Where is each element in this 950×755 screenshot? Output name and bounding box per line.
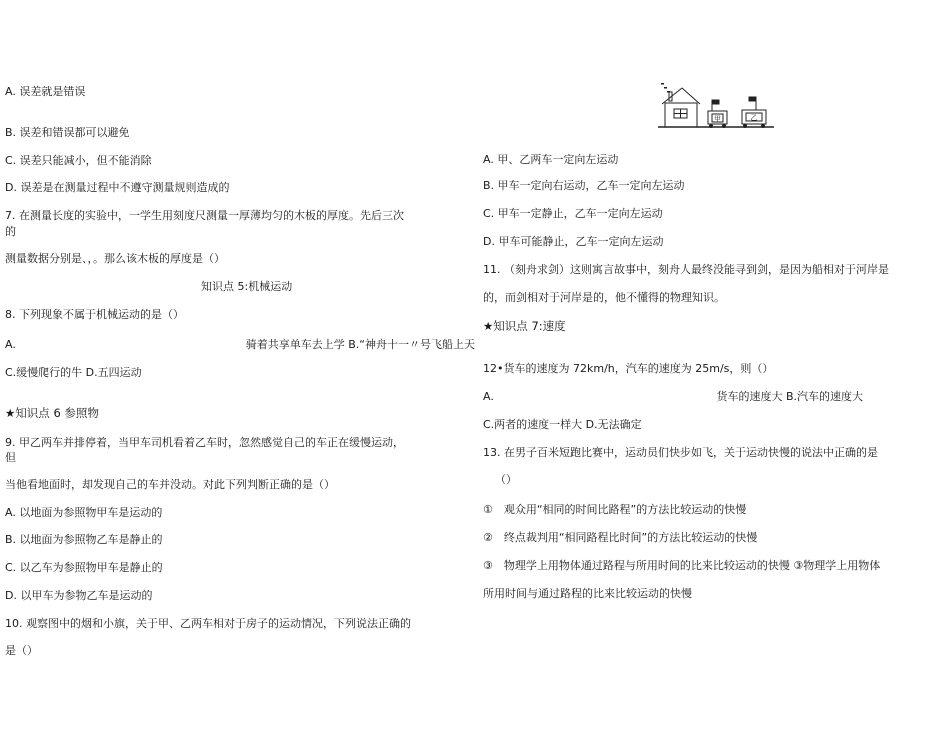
q10-option-a: A. 甲、乙两车一定向左运动 <box>483 153 619 166</box>
q13-statement-3: ③ 物理学上用物体通过路程与所用时间的比来比较运动的快慢 ③物理学上用物体 <box>483 559 881 572</box>
knowledge-point-6: ★知识点 6 参照物 <box>5 406 99 420</box>
q8-option-a-b-text: 骑着共享单车去上学 B.“神舟十一〃号飞船上天 <box>245 338 475 351</box>
smoke-icon <box>661 83 670 93</box>
knowledge-point-7: ★知识点 7:速度 <box>483 319 566 333</box>
q10-line-2: 是（） <box>5 644 38 657</box>
q10-option-c: C. 甲车一定静止，乙车一定向左运动 <box>483 207 663 220</box>
car-jia-label: 甲 <box>714 115 721 123</box>
q9-line-1: 9. 甲乙两车并排停着，当甲车司机看着乙车时，忽然感觉自己的车正在缓慢运动， <box>5 436 404 449</box>
q10-option-b: B. 甲车一定向右运动，乙车一定向左运动 <box>483 179 685 192</box>
q8-options-cd: C.缓慢爬行的牛 D.五四运动 <box>5 366 142 379</box>
q6-option-d: D. 误差是在测量过程中不遵守测量规则造成的 <box>5 181 230 194</box>
q6-option-a: A. 误差就是错误 <box>5 85 86 98</box>
q9-option-b: B. 以地面为参照物乙车是静止的 <box>5 533 163 546</box>
q12-option-a-label: A. <box>483 390 494 403</box>
q12-options-ab <box>483 390 863 404</box>
house-flags-figure <box>650 80 780 132</box>
q9-line-3: 当他看地面时，却发现自己的车并没动。对此下列判断正确的是（） <box>5 478 335 491</box>
q10-line-1: 10. 观察图中的烟和小旗，关于甲、乙两车相对于房子的运动情况，下列说法正确的 <box>5 617 411 630</box>
q8-option-a-label: A. <box>5 338 16 351</box>
q6-option-c: C. 误差只能减小，但不能消除 <box>5 154 152 167</box>
q6-option-b: B. 误差和错误都可以避免 <box>5 126 130 139</box>
q9-option-d: D. 以甲车为参物乙车是运动的 <box>5 589 153 602</box>
house-icon <box>662 88 700 127</box>
q12-options-cd: C.两者的速度一样大 D.无法确定 <box>483 418 642 431</box>
car-yi-icon <box>742 97 766 128</box>
q11-line-2: 的，而剑相对于河岸是的，他不懂得的物理知识。 <box>483 291 725 304</box>
q9-option-a: A. 以地面为参照物甲车是运动的 <box>5 506 163 519</box>
q7-line-1: 7. 在测量长度的实验中，一学生用刻度尺测量一厚薄均匀的木板的厚度。先后三次 <box>5 209 404 222</box>
car-yi-label: 乙 <box>750 114 758 122</box>
q10-option-d: D. 甲车可能静止，乙车一定向左运动 <box>483 235 664 248</box>
q9-option-c: C. 以乙车为参照物甲车是静止的 <box>5 561 163 574</box>
q7-line-3: 测量数据分别是、，。那么该木板的厚度是（） <box>5 252 225 265</box>
car-jia-icon <box>708 100 727 128</box>
q13-statement-4: 所用时间与通过路程的比来比较运动的快慢 <box>483 587 692 600</box>
knowledge-point-5: 知识点 5:机械运动 <box>201 280 293 293</box>
q11-line-1: 11. （刻舟求剑）这则寓言故事中，刻舟人最终没能寻到剑，是因为船相对于河岸是 <box>483 263 889 276</box>
q13-line-1: 13. 在男子百米短跑比赛中，运动员们快步如飞，关于运动快慢的说法中正确的是 <box>483 446 878 459</box>
q8-options-ab <box>5 338 475 352</box>
q13-statement-2: ② 终点裁判用“相同路程比时间”的方法比较运动的快慢 <box>483 531 758 544</box>
q7-line-2: 的 <box>5 225 16 238</box>
q13-statement-1: ① 观众用“相同的时间比路程”的方法比较运动的快慢 <box>483 503 747 516</box>
q8-stem: 8. 下列现象不属于机械运动的是（） <box>5 308 184 321</box>
q12-stem: 12•货车的速度为 72km/h，汽车的速度为 25m/s，则（） <box>483 362 774 375</box>
q9-line-2: 但 <box>5 451 16 464</box>
q13-line-2: （） <box>495 473 517 486</box>
q12-option-a-b-text: 货车的速度大 B.汽车的速度大 <box>716 390 863 403</box>
